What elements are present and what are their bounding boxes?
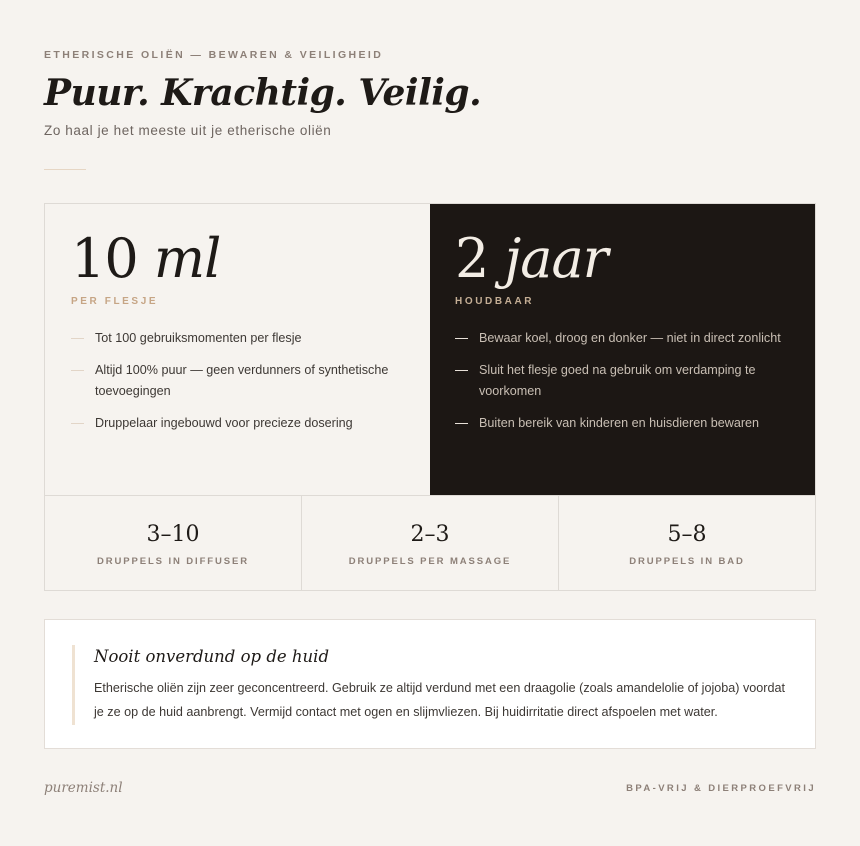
volume-label: PER FLESJE — [71, 296, 159, 307]
list-item-text: Sluit het flesje goed na gebruik om verdamping te voorkomen — [479, 363, 756, 398]
list-item — [455, 360, 785, 402]
dosage-stats — [44, 496, 816, 591]
stat-label: DRUPPELS IN BAD — [629, 556, 745, 567]
certification-badge: BPA-VRIJ & DIERPROEFVRIJ — [626, 783, 816, 794]
callout-title: Nooit onverdund op de huid — [94, 647, 330, 666]
callout-accent-bar — [72, 645, 75, 725]
stat-label: DRUPPELS IN DIFFUSER — [96, 556, 249, 567]
list-item — [71, 360, 406, 402]
volume-number: 10 — [71, 227, 138, 290]
site-link[interactable]: puremist.nl — [44, 780, 123, 796]
list-item-text: Altijd 100% puur — geen verdunners of synthetische toevoegingen — [95, 363, 389, 398]
stat-diffuser — [45, 496, 302, 590]
accent-divider — [44, 169, 86, 170]
callout-text: Etherische oliën zijn zeer geconcentreerd. Gebruik ze altijd verdund met een draagolie (zoals amandelolie of jojoba) voordat je ze op de huid aanbrengt. Vermijd contact met ogen en slijmvliezen. Bij huidirritatie direct afspoelen met water. — [94, 681, 785, 719]
dash-icon — [455, 338, 468, 339]
page-title: Puur. Krachtig. Veilig. — [44, 72, 482, 114]
volume-points — [71, 328, 406, 445]
eyebrow: ETHERISCHE OLIËN — BEWAREN & VEILIGHEID — [44, 49, 384, 61]
list-item-text: Druppelaar ingebouwd voor precieze dosering — [95, 416, 353, 430]
safety-callout — [44, 619, 816, 749]
stat-bath — [559, 496, 815, 590]
info-panel — [44, 203, 816, 496]
stat-value: 5–8 — [667, 522, 707, 547]
list-item — [455, 413, 785, 434]
dash-icon — [71, 338, 84, 339]
volume-value — [71, 227, 221, 290]
stat-value: 3–10 — [146, 522, 200, 547]
stat-label: DRUPPELS PER MASSAGE — [348, 556, 512, 567]
shelf-life-label: HOUDBAAR — [455, 296, 535, 307]
shelf-life-value — [455, 227, 608, 290]
list-item — [455, 328, 785, 349]
list-item-text: Tot 100 gebruiksmomenten per flesje — [95, 331, 302, 345]
list-item-text: Buiten bereik van kinderen en huisdieren bewaren — [479, 416, 760, 430]
stat-massage — [302, 496, 559, 590]
dash-icon — [455, 423, 468, 424]
list-item — [71, 413, 406, 434]
shelf-life-card — [430, 204, 815, 495]
shelf-life-unit: jaar — [504, 227, 608, 290]
list-item-text: Bewaar koel, droog en donker — niet in direct zonlicht — [479, 331, 781, 345]
volume-unit: ml — [153, 227, 221, 290]
stat-value: 2–3 — [410, 522, 450, 547]
page-subtitle: Zo haal je het meeste uit je etherische oliën — [44, 123, 332, 138]
dash-icon — [71, 423, 84, 424]
dash-icon — [71, 370, 84, 371]
dash-icon — [455, 370, 468, 371]
storage-points — [455, 328, 785, 445]
volume-card — [45, 204, 430, 495]
shelf-life-number: 2 — [455, 227, 489, 290]
list-item — [71, 328, 406, 349]
